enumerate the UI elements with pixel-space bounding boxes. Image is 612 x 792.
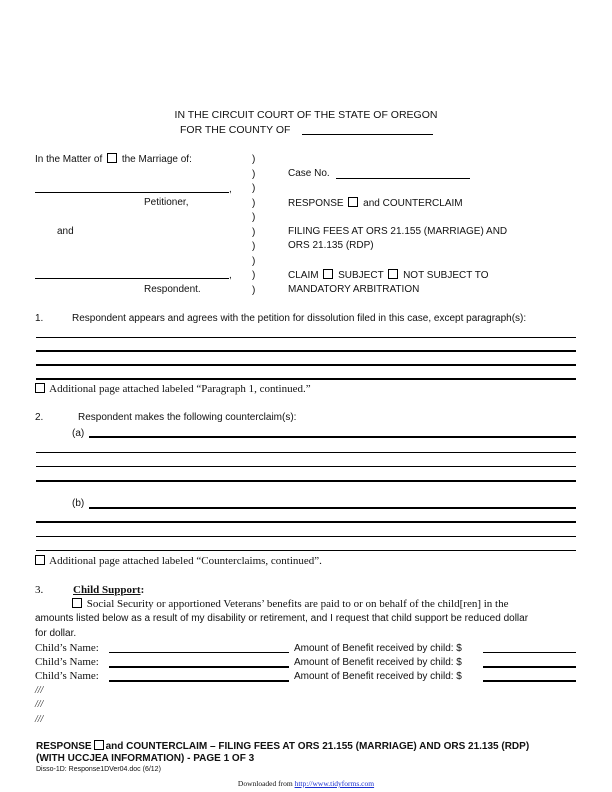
child-name-label: Child’s Name: xyxy=(35,656,99,668)
arbitration-label: MANDATORY ARBITRATION xyxy=(288,284,420,295)
caption-paren: ) xyxy=(252,285,256,296)
footer-title-rest: and COUNTERCLAIM – FILING FEES AT ORS 21.155 (MARRIAGE) AND ORS 21.135 (RDP) xyxy=(105,741,530,752)
footer-response-label: RESPONSE xyxy=(36,741,92,752)
claim-label: CLAIM xyxy=(288,270,319,281)
section2-line[interactable] xyxy=(36,521,576,523)
not-subject-label: NOT SUBJECT TO xyxy=(403,270,489,281)
counterclaim-label: and COUNTERCLAIM xyxy=(363,198,463,209)
caption-paren: ) xyxy=(252,270,256,281)
section3-title-wrap xyxy=(73,584,144,596)
section2-attached-label: Additional page attached labeled “Counterclaims, continued”. xyxy=(49,555,322,567)
subject-checkbox[interactable] xyxy=(323,269,333,279)
benefit-amount-field[interactable] xyxy=(483,680,576,682)
child-name-field[interactable] xyxy=(109,652,289,653)
response-checkbox[interactable] xyxy=(348,197,358,207)
continuation-mark: /// xyxy=(35,699,44,710)
petitioner-name-field[interactable] xyxy=(35,192,229,193)
counterclaim-a-label: (a) xyxy=(72,428,85,439)
benefits-line2: amounts listed below as a result of my disability or retirement, and I request that child support be reduced dollar xyxy=(35,613,529,624)
claim-line xyxy=(288,269,488,281)
counterclaim-b-label: (b) xyxy=(72,498,85,509)
benefit-amount-label: Amount of Benefit received by child: $ xyxy=(294,671,462,682)
paragraph1-continued-checkbox[interactable] xyxy=(35,383,45,393)
section3-colon: : xyxy=(140,584,145,596)
benefit-amount-label: Amount of Benefit received by child: $ xyxy=(294,657,462,668)
counterclaim-b-field[interactable] xyxy=(89,507,576,509)
child-name-field[interactable] xyxy=(109,666,289,668)
benefits-checkbox[interactable] xyxy=(72,598,82,608)
section1-attached xyxy=(35,383,311,395)
section1-line[interactable] xyxy=(36,350,576,352)
section2-line[interactable] xyxy=(36,466,576,467)
section2-line[interactable] xyxy=(36,480,576,482)
section1-line[interactable] xyxy=(36,364,576,366)
section2-line[interactable] xyxy=(36,536,576,537)
benefit-amount-field[interactable] xyxy=(483,666,576,668)
continuation-mark: /// xyxy=(35,714,44,725)
section3-title: Child Support xyxy=(73,584,141,596)
child-name-label: Child’s Name: xyxy=(35,642,99,654)
continuation-mark: /// xyxy=(35,685,44,696)
benefit-amount-field[interactable] xyxy=(483,652,576,653)
not-subject-checkbox[interactable] xyxy=(388,269,398,279)
matter-suffix: the Marriage of: xyxy=(121,154,192,165)
caption-paren: ) xyxy=(252,198,256,209)
child-name-label: Child’s Name: xyxy=(35,670,99,682)
comma: , xyxy=(229,270,232,281)
court-heading: IN THE CIRCUIT COURT OF THE STATE OF OREGON xyxy=(174,109,438,121)
benefit-amount-label: Amount of Benefit received by child: $ xyxy=(294,643,462,654)
section2-attached xyxy=(35,555,322,567)
matter-prefix: In the Matter of xyxy=(35,154,103,165)
response-title xyxy=(288,197,463,209)
footer-doc-code: Disso-1D: Response1DVer04.doc (6/12) xyxy=(36,766,161,773)
section2-text: Respondent makes the following counterclaim(s): xyxy=(78,412,297,423)
response-label: RESPONSE xyxy=(288,198,344,209)
tidyforms-link[interactable]: http://www.tidyforms.com xyxy=(294,779,375,788)
section1-text: Respondent appears and agrees with the petition for dissolution filed in this case, except paragraph(s): xyxy=(72,313,527,324)
county-label: FOR THE COUNTY OF xyxy=(180,124,291,136)
section2-number: 2. xyxy=(35,412,44,423)
caption-paren: ) xyxy=(252,227,256,238)
section2-line[interactable] xyxy=(36,452,576,453)
case-no-label: Case No. xyxy=(288,168,330,179)
petitioner-label: Petitioner, xyxy=(144,197,189,208)
section1-line[interactable] xyxy=(36,378,576,380)
comma: , xyxy=(229,184,232,195)
section3-number: 3. xyxy=(35,584,44,596)
filing-fees-line2: ORS 21.135 (RDP) xyxy=(288,240,374,251)
child-name-field[interactable] xyxy=(109,680,289,682)
caption-paren: ) xyxy=(252,256,256,267)
counterclaims-continued-checkbox[interactable] xyxy=(35,555,45,565)
counterclaim-a-field[interactable] xyxy=(89,436,576,438)
footer-downloaded xyxy=(0,779,612,788)
section1-attached-label: Additional page attached labeled “Paragraph 1, continued.” xyxy=(49,383,311,395)
subject-label: SUBJECT xyxy=(338,270,384,281)
filing-fees-line1: FILING FEES AT ORS 21.155 (MARRIAGE) AND xyxy=(288,226,508,237)
caption-paren: ) xyxy=(252,183,256,194)
section2-line[interactable] xyxy=(36,550,576,551)
caption-paren: ) xyxy=(252,154,256,165)
respondent-label: Respondent. xyxy=(144,284,201,295)
section1-number: 1. xyxy=(35,313,44,324)
benefits-line1-wrap xyxy=(72,598,508,610)
caption-paren: ) xyxy=(252,169,256,180)
marriage-checkbox[interactable] xyxy=(107,153,117,163)
benefits-line3: for dollar. xyxy=(35,628,77,639)
caption-paren: ) xyxy=(252,212,256,223)
footer-title-line1 xyxy=(36,740,529,752)
matter-line xyxy=(35,153,192,165)
caption-paren: ) xyxy=(252,241,256,252)
and-label: and xyxy=(57,226,74,237)
case-no-field[interactable] xyxy=(336,178,470,179)
footer-response-checkbox[interactable] xyxy=(94,740,104,750)
section1-line[interactable] xyxy=(36,337,576,338)
downloaded-prefix: Downloaded from xyxy=(237,779,293,788)
benefits-line1: Social Security or apportioned Veterans’ benefits are paid to or on behalf of the child[ren] in the xyxy=(86,598,509,610)
footer-title-line2: (WITH UCCJEA INFORMATION) - PAGE 1 OF 3 xyxy=(36,753,255,764)
respondent-name-field[interactable] xyxy=(35,278,229,279)
county-field[interactable] xyxy=(302,134,433,135)
